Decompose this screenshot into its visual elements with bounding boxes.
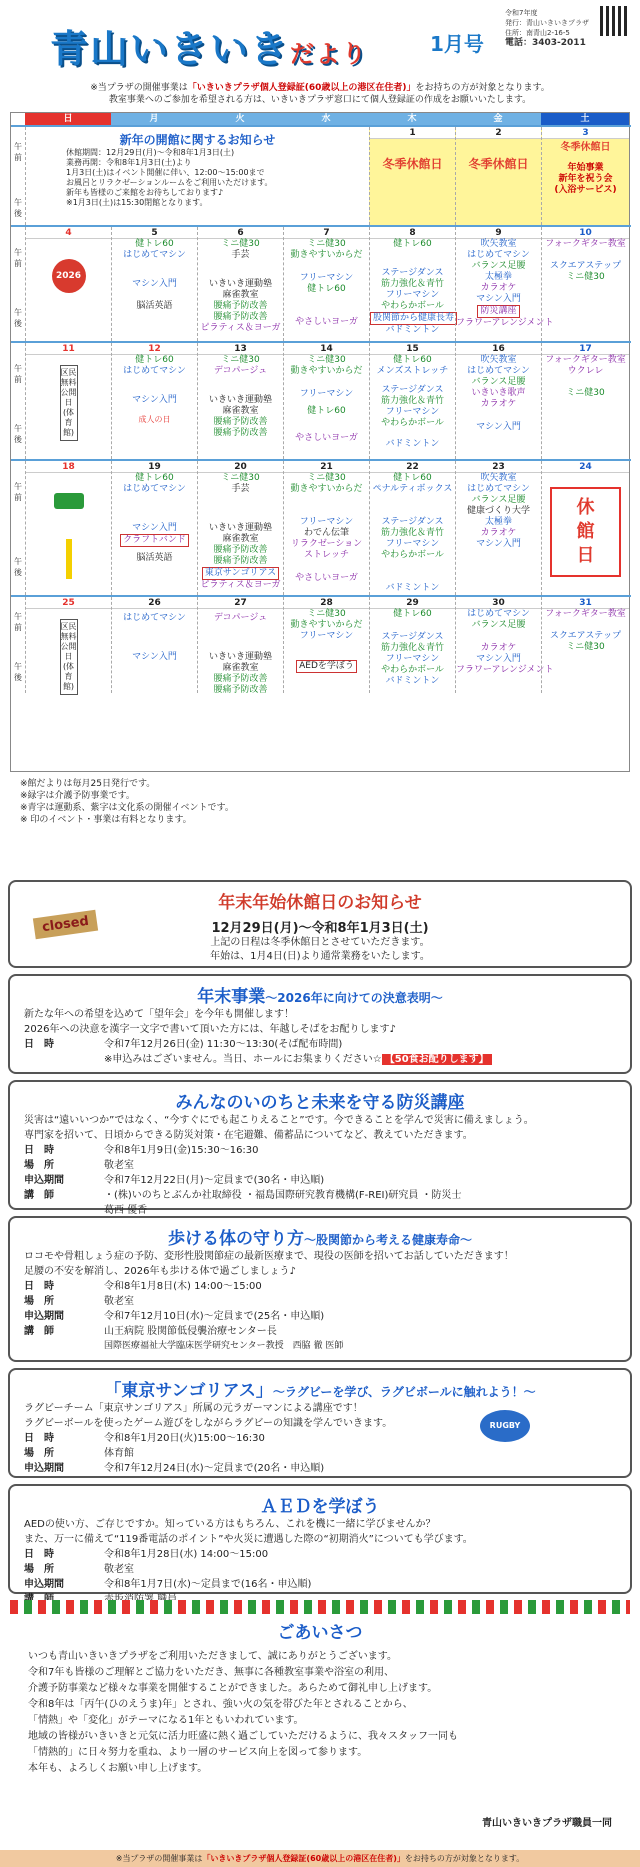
closed-sign-icon: closed <box>33 910 98 940</box>
detail-row: 日 時 令和8年1月28日(水) 14:00～15:00 <box>24 1549 269 1560</box>
section-title: 「東京サンゴリアス」～ラグビーを学び、ラグビボールに触れよう！～ <box>104 1381 536 1401</box>
calendar-day-30[interactable]: 30 はじめてマシン バランス足腰 カラオケ マシン入門 フラワーアレンジメント <box>455 597 541 693</box>
year-end-event-section <box>8 974 632 1074</box>
day-header-tue: 火 <box>197 113 283 125</box>
pm-label: 午後 <box>14 557 22 577</box>
daffodil-icon <box>66 539 72 579</box>
day-header-sun: 日 <box>25 113 111 125</box>
closure-text: 上記の日程は冬季休館日とさせていただきます。 <box>210 937 430 948</box>
greeting-text: いつも青山いきいきプラザをご利用いただきまして、誠にありがとうございます。 令和7年も皆様のご理解とご協力をいただき、無事に各種教室事業や浴室の利用、 介護予防事業など様々な事業を開催することができました。あらためて御礼申し上げます。 令和8年は「丙午(ひのえうま)年」とされ、強い火の気を帯びた年とされることから、 「情熱」や「変化」がテーマになる1年ともいわれています。 地域の皆様がいきいきと元気に活力旺盛に熱く過ごしていただけるように、我々スタッフ一同も 「情熱的」に日々努力を重ね、より一層のサービス向上を図って参ります。 本年も、よろしくお願い申し上げます。 <box>28 1651 458 1774</box>
am-label: 午前 <box>14 612 22 632</box>
closure-dates: 12月29日(月)～令和8年1月3日(土) <box>211 921 429 936</box>
calendar-day-5[interactable]: 5 健トレ60 はじめてマシン マシン入門 脳活英語 <box>111 227 197 341</box>
event-text: 新たな年への希望を込めて「望年会」を今年も開催します！ <box>24 1009 294 1020</box>
calendar-day-3[interactable]: 3 冬季休館日 年始事業 新年を祝う会 (入浴サービス) <box>541 127 629 225</box>
calendar-week-1 <box>11 125 631 225</box>
calendar-day-17[interactable]: 17 フォークギター教室 ウクレレ ミニ健30 <box>541 343 629 459</box>
section-title: 年末年始休館日のお知らせ <box>218 893 422 913</box>
calendar-day-7[interactable]: 7 ミニ健30 動きやすいからだ フリーマシン 健トレ60 やさしいヨーガ <box>283 227 369 341</box>
walking-body-section <box>8 1216 632 1362</box>
section-title: みんなのいのちと未来を守る防災講座 <box>175 1093 465 1113</box>
am-label: 午前 <box>14 142 22 162</box>
day-header-fri: 金 <box>455 113 541 125</box>
detail-row: 申込期間 令和7年12月10日(水)～定員まで(25名・申込順) <box>24 1311 325 1322</box>
calendar-week-5 <box>11 595 631 693</box>
calendar-day-2[interactable]: 2 冬季休館日 <box>455 127 541 225</box>
calendar-day-26[interactable]: 26 はじめてマシン マシン入門 <box>111 597 197 693</box>
calendar-day-18[interactable]: 18 <box>25 461 111 595</box>
calendar-day-28[interactable]: 28 ミニ健30 動きやすいからだ フリーマシン AEDを学ぼう <box>283 597 369 693</box>
calendar-day-12[interactable]: 12 健トレ60 はじめてマシン マシン入門 成人の日 <box>111 343 197 459</box>
section-text: ラグビーチーム「東京サンゴリアス」所属の元ラガーマンによる講座です！ <box>24 1403 363 1414</box>
calendar-day-20[interactable]: 20 ミニ健30 手芸 いきいき運動塾 麻雀教室 腰痛予防改善 腰痛予防改善 東京サンゴリアス ピラティス＆ヨーガ <box>197 461 283 595</box>
calendar-day-1[interactable]: 1 冬季休館日 <box>369 127 455 225</box>
calendar-day-23[interactable]: 23 吹矢教室 はじめてマシン バランス足腰 健康づくり大学 太極拳 カラオケ マシン入門 <box>455 461 541 595</box>
year-2026-badge: 2026 <box>52 259 86 293</box>
closure-text: 年始は、1月4日(日)より通常業務をいたします。 <box>210 951 430 962</box>
section-text: AEDの使い方、ご存じですか。知っている方はもちろん、これを機に一緒に学びませんか？ <box>24 1519 436 1530</box>
calendar-day-22[interactable]: 22 健トレ60 ペナルティボックス ステージダンス 筋力強化＆青竹 フリーマシン やわらかボール バドミントン <box>369 461 455 595</box>
calendar-day-24[interactable]: 24 休館日 <box>541 461 629 595</box>
phone-number: 電話：3403-2011 <box>505 38 586 48</box>
pm-label: 午後 <box>14 198 22 218</box>
event-note: ※申込みはございません。当日、ホールにお集まりください☆ 【50食お配りします】 <box>10 1052 630 1067</box>
am-label: 午前 <box>14 482 22 502</box>
detail-row: 場 所 敬老室 <box>24 1564 134 1575</box>
qr-code-icon[interactable] <box>600 6 630 36</box>
detail-row: 場 所 敬老室 <box>24 1296 134 1307</box>
calendar-day-21[interactable]: 21 ミニ健30 動きやすいからだ フリーマシン わでん伝筆 リラクゼーション ストレッチ やさしいヨーガ <box>283 461 369 595</box>
rugby-section <box>8 1368 632 1478</box>
section-text: ラグビーボールを使ったゲーム遊びをしながらラグビーの知識を学んでいきます。 <box>24 1418 393 1429</box>
calendar <box>10 112 630 772</box>
calendar-day-27[interactable]: 27 デコパージュ いきいき運動塾 麻雀教室 腰痛予防改善 腰痛予防改善 <box>197 597 283 693</box>
detail-row: 申込期間 令和8年1月7日(水)～定員まで(16名・申込順) <box>24 1579 312 1590</box>
registration-notice: ※当プラザの開催事業は「いきいきプラザ個人登録証(60歳以上の港区在住者)」をお持ちの方が対象となります。 教室事業へのご参加を希望される方は、いきいきプラザ窓口にて個人登録証の作成をお願いいたします。 <box>90 83 550 105</box>
calendar-week-2 <box>11 225 631 341</box>
detail-row: 場 所 体育館 <box>24 1448 134 1459</box>
calendar-day-31[interactable]: 31 フォークギター教室 スクエアステップ ミニ健30 <box>541 597 629 693</box>
detail-row: 講 師 ・(株)いのちとぶんか社取締役 ・福島国際研究教育機構(F-REI)研究員 ・防災士 <box>24 1190 462 1201</box>
calendar-day-11[interactable]: 11 区民無料公開日(体育館) <box>25 343 111 459</box>
detail-row: 申込期間 令和7年12月22日(月)～定員まで(30名・申込順) <box>24 1175 325 1186</box>
am-label: 午前 <box>14 248 22 268</box>
header <box>0 0 640 78</box>
newsletter-title: 青山いきいきだより <box>50 27 369 71</box>
calendar-day-8[interactable]: 8 健トレ60 ステージダンス 筋力強化＆青竹 フリーマシン やわらかボール 股関節から健康長寿 バドミントン <box>369 227 455 341</box>
calendar-week-4 <box>11 459 631 595</box>
bus-icon <box>54 493 84 509</box>
day-header-wed: 水 <box>283 113 369 125</box>
calendar-day-9[interactable]: 9 吹矢教室 はじめてマシン バランス足腰 太極拳 カラオケ マシン入門 防災講座 フラワーアレンジメント <box>455 227 541 341</box>
calendar-footnotes: ※館だよりは毎月25日発行です。 ※緑字は介護予防事業です。 ※青字は運動系、紫字は文化系の開催イベントです。 ※ 印のイベント・事業は有料となります。 <box>20 779 234 825</box>
section-text: 災害は“遠いいつか”ではなく、“今すぐにでも起こりえること”です。今できることを学んで災害に備えましょう。 <box>24 1115 534 1126</box>
section-text: また、万一に備えて“119番電話のポイント”や火災に遭遇した際の“初期消火”についても学びます。 <box>24 1534 473 1545</box>
new-year-announcement: 新年の開館に関するお知らせ 休館期間：12月29日(月)～令和8年1月3日(土) 業務再開：令和8年1月3日(土)より 1月3日(土)はイベント開催に伴い、12:00～15:00まで お風呂とリラクゼーションルームをご利用いただけます。 新年も皆様のご来館をお待ちしております♪ ※1月3日(土)は15:30閉館となります。 <box>25 127 369 225</box>
new-year-decoration-divider <box>10 1600 630 1614</box>
calendar-week-3 <box>11 341 631 459</box>
bottom-notice: ※当プラザの開催事業は「いきいきプラザ個人登録証(60歳以上の港区在住者)」をお持ちの方が対象となります。 <box>0 1850 640 1867</box>
calendar-day-19[interactable]: 19 健トレ60 はじめてマシン マシン入門 クラフトバンド 脳活英語 <box>111 461 197 595</box>
calendar-day-13[interactable]: 13 ミニ健30 デコパージュ いきいき運動塾 麻雀教室 腰痛予防改善 腰痛予防改善 <box>197 343 283 459</box>
detail-row: 日 時 令和8年1月20日(火)15:00～16:30 <box>24 1433 265 1444</box>
calendar-day-6[interactable]: 6 ミニ健30 手芸 いきいき運動塾 麻雀教室 腰痛予防改善 腰痛予防改善 ピラティス＆ヨーガ <box>197 227 283 341</box>
detail-row: 葛西 優香 <box>104 1205 148 1216</box>
detail-row: 日 時 令和8年1月8日(木) 14:00～15:00 <box>24 1281 262 1292</box>
day-header-mon: 月 <box>111 113 197 125</box>
publisher-info: 令和7年度 発行：青山いきいきプラザ 住所：南青山2-16-5 電話：3403-2011 <box>505 9 589 48</box>
section-text: ロコモや骨粗しょう症の予防、変形性股関節症の最新医療まで、現役の医師を招いてお話していただきます！ <box>24 1251 514 1262</box>
detail-row: 申込期間 令和7年12月24日(水)～定員まで(20名・申込順) <box>24 1463 325 1474</box>
pm-label: 午後 <box>14 662 22 682</box>
issue-number: 1月号 <box>430 32 484 56</box>
section-title: 年末事業～2026年に向けての決意表明～ <box>197 987 443 1007</box>
detail-row: 日 時 令和8年1月9日(金)15:30～16:30 <box>24 1145 259 1156</box>
section-text: 専門家を招いて、日頃からできる防災対策・在宅避難、備蓄品についてなど、教えていただきます。 <box>24 1130 473 1141</box>
greeting-signature: 青山いきいきプラザ職員一同 <box>482 1818 612 1829</box>
public-open-day-note: 区民無料公開日(体育館) <box>60 619 78 695</box>
am-label: 午前 <box>14 364 22 384</box>
calendar-day-14[interactable]: 14 ミニ健30 動きやすいからだ フリーマシン 健トレ60 やさしいヨーガ <box>283 343 369 459</box>
pm-label: 午後 <box>14 308 22 328</box>
detail-row: 講 師 山王病院 股関節低侵襲治療センター長 <box>24 1326 277 1337</box>
calendar-day-4[interactable]: 4 2026 <box>25 227 111 341</box>
year-end-closure-section <box>8 880 632 968</box>
section-title: ごあいさつ <box>277 1623 363 1643</box>
day-header-sat: 土 <box>541 113 629 125</box>
event-text: 2026年への決意を漢字一文字で書いて頂いた方には、年越しそばをお配りします♪ <box>24 1024 396 1035</box>
pm-label: 午後 <box>14 424 22 444</box>
calendar-day-15[interactable]: 15 健トレ60 メンズストレッチ ステージダンス 筋力強化＆青竹 フリーマシン やわらかボール バドミントン <box>369 343 455 459</box>
disaster-prevention-section <box>8 1080 632 1216</box>
section-title: 歩ける体の守り方～股関節から考える健康寿命～ <box>167 1229 472 1249</box>
rugby-ball-icon: RUGBY <box>480 1410 530 1442</box>
aed-section <box>8 1484 632 1594</box>
calendar-day-25[interactable]: 25 区民無料公開日(体育館) <box>25 597 111 693</box>
public-open-day-note: 区民無料公開日(体育館) <box>60 365 78 441</box>
day-header-thu: 木 <box>369 113 455 125</box>
detail-row: 国際医療福祉大学臨床医学研究センター教授 西脇 徹 医師 <box>104 1341 344 1351</box>
section-text: 足腰の不安を解消し、2026年も歩ける体で過ごしましょう♪ <box>24 1266 296 1277</box>
calendar-day-29[interactable]: 29 健トレ60 ステージダンス 筋力強化＆青竹 フリーマシン やわらかボール バドミントン <box>369 597 455 693</box>
event-datetime: 日 時 令和7年12月26日(金) 11:30～13:30(そば配布時間) <box>24 1039 343 1050</box>
section-title: ＡＥＤを学ぼう <box>260 1497 380 1517</box>
calendar-day-16[interactable]: 16 吹矢教室 はじめてマシン バランス足腰 いきいき歌声 カラオケ マシン入門 <box>455 343 541 459</box>
detail-row: 場 所 敬老室 <box>24 1160 134 1171</box>
calendar-day-10[interactable]: 10 フォークギター教室 スクエアステップ ミニ健30 <box>541 227 629 341</box>
greeting-section <box>8 1618 632 1844</box>
